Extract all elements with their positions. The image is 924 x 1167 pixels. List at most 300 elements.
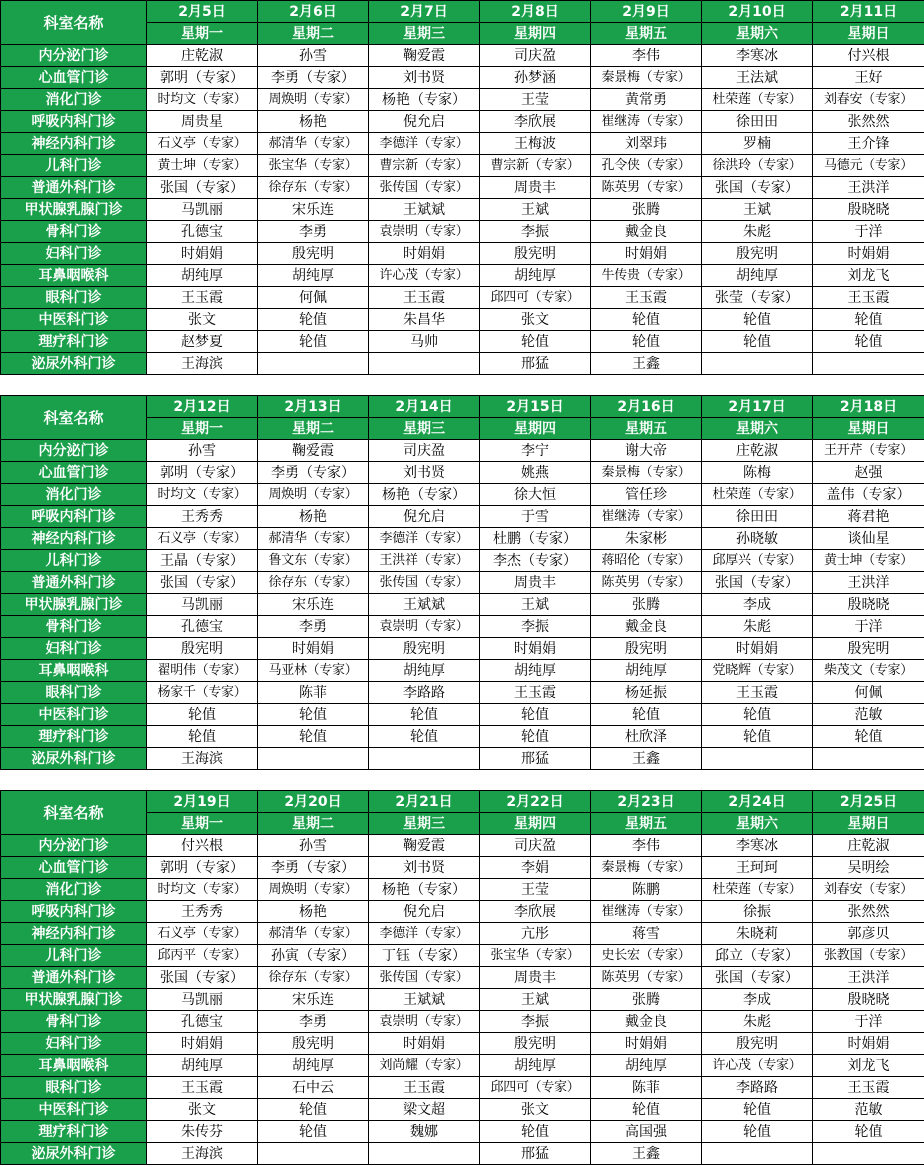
doctor-cell: 杨艳 (258, 111, 369, 133)
department-name: 理疗科门诊 (1, 726, 147, 748)
doctor-cell: 轮值 (480, 726, 591, 748)
doctor-cell: 史长宏（专家） (591, 945, 702, 967)
doctor-cell: 陈英男（专家） (591, 967, 702, 989)
weekday-header: 星期四 (480, 23, 591, 45)
doctor-cell: 周贵星 (147, 111, 258, 133)
table-row (1, 901, 924, 923)
weekday-header: 星期三 (369, 418, 480, 440)
doctor-cell: 邱四可（专家） (480, 287, 591, 309)
doctor-cell: 陈梅 (702, 462, 813, 484)
doctor-cell: 张文 (480, 1099, 591, 1121)
doctor-cell: 王玉霞 (147, 1077, 258, 1099)
doctor-cell: 刘龙飞 (813, 265, 924, 287)
doctor-cell: 轮值 (147, 726, 258, 748)
department-name: 妇科门诊 (1, 243, 147, 265)
doctor-cell: 黄常勇 (591, 89, 702, 111)
doctor-cell: 丁钰（专家） (369, 945, 480, 967)
department-name: 骨科门诊 (1, 616, 147, 638)
doctor-cell: 王鑫 (591, 353, 702, 375)
doctor-cell: 孙寅（专家） (258, 945, 369, 967)
doctor-cell: 李振 (480, 1011, 591, 1033)
doctor-cell: 邢猛 (480, 353, 591, 375)
doctor-cell: 王海滨 (147, 748, 258, 770)
doctor-cell: 孙晓敏 (702, 528, 813, 550)
department-name: 内分泌门诊 (1, 835, 147, 857)
department-name: 眼科门诊 (1, 682, 147, 704)
doctor-cell: 王莹 (480, 89, 591, 111)
doctor-cell: 许心茂（专家） (702, 1055, 813, 1077)
date-header: 2月10日 (702, 1, 813, 23)
table-row (1, 594, 924, 616)
doctor-cell: 时娟娟 (369, 243, 480, 265)
doctor-cell: 张文 (480, 309, 591, 331)
doctor-cell: 张国（专家） (702, 967, 813, 989)
doctor-cell: 姚燕 (480, 462, 591, 484)
table-row (1, 835, 924, 857)
table-row (1, 704, 924, 726)
department-name: 呼吸内科门诊 (1, 111, 147, 133)
doctor-cell: 胡纯厚 (480, 265, 591, 287)
doctor-cell: 蒋君艳 (813, 506, 924, 528)
doctor-cell: 崔继涛（专家） (591, 111, 702, 133)
doctor-cell: 杜荣莲（专家） (702, 484, 813, 506)
doctor-cell: 时娟娟 (813, 1033, 924, 1055)
doctor-cell: 王斌 (480, 199, 591, 221)
table-row (1, 265, 924, 287)
table-row (1, 945, 924, 967)
doctor-cell: 管任珍 (591, 484, 702, 506)
doctor-cell: 马凯丽 (147, 199, 258, 221)
doctor-cell: 轮值 (258, 309, 369, 331)
doctor-cell: 郝清华（专家） (258, 133, 369, 155)
doctor-cell: 翟明伟（专家） (147, 660, 258, 682)
doctor-cell: 殷宪明 (480, 243, 591, 265)
doctor-cell: 马帅 (369, 331, 480, 353)
department-name: 呼吸内科门诊 (1, 506, 147, 528)
doctor-cell: 周焕明（专家） (258, 484, 369, 506)
doctor-cell: 胡纯厚 (147, 1055, 258, 1077)
doctor-cell: 胡纯厚 (258, 265, 369, 287)
date-header: 2月8日 (480, 1, 591, 23)
doctor-cell: 王法斌 (702, 67, 813, 89)
doctor-cell: 陈鹏 (591, 879, 702, 901)
doctor-cell: 王洪祥（专家） (369, 550, 480, 572)
doctor-cell: 庄乾淑 (147, 45, 258, 67)
doctor-cell: 李勇（专家） (258, 67, 369, 89)
weekday-header: 星期五 (591, 418, 702, 440)
doctor-cell: 柴茂文（专家） (813, 660, 924, 682)
doctor-cell: 王海滨 (147, 353, 258, 375)
doctor-cell: 胡纯厚 (147, 265, 258, 287)
table-row (1, 243, 924, 265)
doctor-cell: 时娟娟 (480, 638, 591, 660)
department-column-header: 科室名称 (1, 1, 147, 45)
doctor-cell: 张文 (147, 1099, 258, 1121)
doctor-cell: 张国（专家） (702, 177, 813, 199)
doctor-cell: 袁崇明（专家） (369, 221, 480, 243)
doctor-cell: 胡纯厚 (258, 1055, 369, 1077)
doctor-cell: 时娟娟 (369, 1033, 480, 1055)
table-row (1, 638, 924, 660)
doctor-cell: 李勇 (258, 616, 369, 638)
date-header: 2月13日 (258, 396, 369, 418)
doctor-cell: 石义亭（专家） (147, 923, 258, 945)
doctor-cell: 周焕明（专家） (258, 879, 369, 901)
doctor-cell: 殷宪明 (702, 243, 813, 265)
table-row (1, 550, 924, 572)
doctor-cell: 倪允启 (369, 901, 480, 923)
department-name: 神经内科门诊 (1, 528, 147, 550)
doctor-cell: 秦景梅（专家） (591, 857, 702, 879)
doctor-cell: 时娟娟 (591, 243, 702, 265)
table-row (1, 111, 924, 133)
doctor-cell: 张腾 (591, 594, 702, 616)
doctor-cell: 杨家千（专家） (147, 682, 258, 704)
doctor-cell: 轮值 (147, 704, 258, 726)
doctor-cell (702, 1143, 813, 1165)
weekday-header: 星期六 (702, 813, 813, 835)
date-header: 2月19日 (147, 791, 258, 813)
doctor-cell: 庄乾淑 (702, 440, 813, 462)
table-row (1, 660, 924, 682)
doctor-cell: 倪允启 (369, 506, 480, 528)
doctor-cell: 杜荣莲（专家） (702, 879, 813, 901)
schedule-table-week-2 (0, 395, 924, 770)
doctor-cell: 鞠爱霞 (258, 440, 369, 462)
doctor-cell: 王秀秀 (147, 901, 258, 923)
doctor-cell: 轮值 (702, 1099, 813, 1121)
doctor-cell: 邢猛 (480, 1143, 591, 1165)
doctor-cell: 王秀秀 (147, 506, 258, 528)
doctor-cell: 周贵丰 (480, 177, 591, 199)
department-name: 消化门诊 (1, 879, 147, 901)
table-row (1, 353, 924, 375)
doctor-cell: 杨延振 (591, 682, 702, 704)
doctor-cell: 轮值 (591, 309, 702, 331)
doctor-cell: 轮值 (258, 1121, 369, 1143)
doctor-cell: 徐振 (702, 901, 813, 923)
department-name: 内分泌门诊 (1, 45, 147, 67)
doctor-cell: 轮值 (258, 1099, 369, 1121)
doctor-cell: 崔继涛（专家） (591, 901, 702, 923)
table-row (1, 1055, 924, 1077)
department-name: 耳鼻咽喉科 (1, 660, 147, 682)
doctor-cell: 殷宪明 (591, 638, 702, 660)
table-row (1, 199, 924, 221)
date-header-row (1, 1, 924, 23)
table-row (1, 484, 924, 506)
doctor-cell: 黄士坤（专家） (147, 155, 258, 177)
doctor-cell: 时均文（专家） (147, 484, 258, 506)
table-row (1, 1143, 924, 1165)
schedule-table-week-1 (0, 0, 924, 375)
doctor-cell: 杜欣泽 (591, 726, 702, 748)
date-header: 2月16日 (591, 396, 702, 418)
doctor-cell: 牛传贵（专家） (591, 265, 702, 287)
doctor-cell: 罗楠 (702, 133, 813, 155)
weekday-header: 星期二 (258, 813, 369, 835)
weekday-header: 星期日 (813, 23, 924, 45)
weekday-header: 星期一 (147, 813, 258, 835)
doctor-cell: 郭明（专家） (147, 67, 258, 89)
department-name: 儿科门诊 (1, 550, 147, 572)
weekday-header: 星期日 (813, 418, 924, 440)
department-name: 普通外科门诊 (1, 177, 147, 199)
doctor-cell: 时娟娟 (591, 1033, 702, 1055)
doctor-cell: 孙雪 (258, 835, 369, 857)
doctor-cell: 范敏 (813, 704, 924, 726)
doctor-cell: 张传国（专家） (369, 572, 480, 594)
department-name: 心血管门诊 (1, 462, 147, 484)
doctor-cell: 朱昌华 (369, 309, 480, 331)
weekday-header: 星期六 (702, 23, 813, 45)
doctor-cell: 孙雪 (258, 45, 369, 67)
doctor-cell: 王玉霞 (369, 287, 480, 309)
doctor-cell: 孔德宝 (147, 616, 258, 638)
doctor-cell: 王好 (813, 67, 924, 89)
doctor-cell: 李勇（专家） (258, 462, 369, 484)
department-column-header: 科室名称 (1, 396, 147, 440)
doctor-cell: 马凯丽 (147, 594, 258, 616)
doctor-cell: 轮值 (702, 726, 813, 748)
doctor-cell: 袁崇明（专家） (369, 616, 480, 638)
doctor-cell: 戴金良 (591, 616, 702, 638)
doctor-cell (813, 353, 924, 375)
doctor-cell: 李振 (480, 616, 591, 638)
date-header: 2月12日 (147, 396, 258, 418)
doctor-cell: 轮值 (369, 726, 480, 748)
doctor-cell: 轮值 (702, 309, 813, 331)
weekday-header: 星期四 (480, 418, 591, 440)
department-name: 呼吸内科门诊 (1, 901, 147, 923)
weekday-header: 星期三 (369, 23, 480, 45)
doctor-cell: 殷晓晓 (813, 594, 924, 616)
doctor-cell: 孔德宝 (147, 221, 258, 243)
weekday-header: 星期日 (813, 813, 924, 835)
doctor-cell: 宋乐连 (258, 989, 369, 1011)
table-row (1, 726, 924, 748)
doctor-cell: 许心茂（专家） (369, 265, 480, 287)
table-row (1, 177, 924, 199)
doctor-cell: 李路路 (702, 1077, 813, 1099)
doctor-cell: 张宝华（专家） (258, 155, 369, 177)
table-row (1, 1077, 924, 1099)
doctor-cell: 李伟 (591, 45, 702, 67)
doctor-cell: 轮值 (591, 704, 702, 726)
doctor-cell: 李勇 (258, 221, 369, 243)
department-name: 妇科门诊 (1, 1033, 147, 1055)
doctor-cell: 孔德宝 (147, 1011, 258, 1033)
doctor-cell: 殷晓晓 (813, 989, 924, 1011)
doctor-cell: 戴金良 (591, 1011, 702, 1033)
weekday-header: 星期四 (480, 813, 591, 835)
department-name: 甲状腺乳腺门诊 (1, 989, 147, 1011)
doctor-cell: 何佩 (813, 682, 924, 704)
table-row (1, 923, 924, 945)
doctor-cell: 刘龙飞 (813, 1055, 924, 1077)
doctor-cell: 刘尚耀（专家） (369, 1055, 480, 1077)
doctor-cell: 马德元（专家） (813, 155, 924, 177)
doctor-cell: 轮值 (480, 704, 591, 726)
doctor-cell (702, 353, 813, 375)
doctor-cell: 石中云 (258, 1077, 369, 1099)
date-header: 2月24日 (702, 791, 813, 813)
department-name: 中医科门诊 (1, 1099, 147, 1121)
weekday-header: 星期二 (258, 418, 369, 440)
doctor-cell: 张国（专家） (147, 177, 258, 199)
doctor-cell: 杜鹏（专家） (480, 528, 591, 550)
doctor-cell: 殷宪明 (480, 1033, 591, 1055)
doctor-cell: 张莹（专家） (702, 287, 813, 309)
doctor-cell: 庄乾淑 (813, 835, 924, 857)
weekday-header: 星期五 (591, 813, 702, 835)
doctor-cell: 时娟娟 (147, 243, 258, 265)
table-row (1, 221, 924, 243)
table-row (1, 67, 924, 89)
department-name: 泌尿外科门诊 (1, 748, 147, 770)
table-row (1, 682, 924, 704)
doctor-cell: 王介锋 (813, 133, 924, 155)
doctor-cell: 曹宗新（专家） (480, 155, 591, 177)
doctor-cell: 殷宪明 (258, 1033, 369, 1055)
department-name: 骨科门诊 (1, 1011, 147, 1033)
doctor-cell: 轮值 (480, 1121, 591, 1143)
table-row (1, 331, 924, 353)
table-row (1, 89, 924, 111)
department-name: 内分泌门诊 (1, 440, 147, 462)
doctor-cell: 陈菲 (591, 1077, 702, 1099)
weekday-header: 星期一 (147, 418, 258, 440)
doctor-cell: 徐存东（专家） (258, 177, 369, 199)
doctor-cell: 王玉霞 (813, 287, 924, 309)
doctor-cell: 邱立（专家） (702, 945, 813, 967)
department-name: 骨科门诊 (1, 221, 147, 243)
department-name: 消化门诊 (1, 484, 147, 506)
doctor-cell: 马凯丽 (147, 989, 258, 1011)
doctor-cell: 杜荣莲（专家） (702, 89, 813, 111)
doctor-cell: 鞠爱霞 (369, 835, 480, 857)
doctor-cell: 党晓辉（专家） (702, 660, 813, 682)
doctor-cell: 鞠爱霞 (369, 45, 480, 67)
doctor-cell: 轮值 (702, 1121, 813, 1143)
doctor-cell (258, 1143, 369, 1165)
doctor-cell: 何佩 (258, 287, 369, 309)
date-header: 2月5日 (147, 1, 258, 23)
doctor-cell: 王玉霞 (591, 287, 702, 309)
doctor-cell: 张腾 (591, 989, 702, 1011)
doctor-cell: 石义亭（专家） (147, 528, 258, 550)
doctor-cell: 邱四可（专家） (480, 1077, 591, 1099)
date-header: 2月17日 (702, 396, 813, 418)
doctor-cell: 袁崇明（专家） (369, 1011, 480, 1033)
doctor-cell: 王晶（专家） (147, 550, 258, 572)
doctor-cell: 王洪洋 (813, 572, 924, 594)
doctor-cell (258, 748, 369, 770)
table-row (1, 506, 924, 528)
doctor-cell (702, 748, 813, 770)
doctor-cell: 于洋 (813, 1011, 924, 1033)
doctor-cell: 王斌 (480, 594, 591, 616)
doctor-cell: 李寒冰 (702, 835, 813, 857)
table-row (1, 462, 924, 484)
doctor-cell: 王鑫 (591, 1143, 702, 1165)
doctor-cell: 于洋 (813, 221, 924, 243)
doctor-cell: 亢彤 (480, 923, 591, 945)
doctor-cell: 宋乐连 (258, 199, 369, 221)
doctor-cell: 张然然 (813, 901, 924, 923)
table-row (1, 287, 924, 309)
doctor-cell: 孙梦涵 (480, 67, 591, 89)
doctor-cell: 戴金良 (591, 221, 702, 243)
doctor-cell (813, 748, 924, 770)
doctor-cell: 王洪洋 (813, 967, 924, 989)
doctor-cell: 胡纯厚 (480, 1055, 591, 1077)
doctor-cell: 张宝华（专家） (480, 945, 591, 967)
doctor-cell: 轮值 (480, 331, 591, 353)
doctor-cell: 王梅波 (480, 133, 591, 155)
date-header: 2月21日 (369, 791, 480, 813)
doctor-cell: 司庆盈 (480, 45, 591, 67)
doctor-cell: 朱彪 (702, 221, 813, 243)
doctor-cell: 胡纯厚 (591, 1055, 702, 1077)
doctor-cell: 殷宪明 (702, 1033, 813, 1055)
doctor-cell: 殷宪明 (369, 638, 480, 660)
table-row (1, 1121, 924, 1143)
weekday-header: 星期五 (591, 23, 702, 45)
table-row (1, 748, 924, 770)
doctor-cell: 刘书贤 (369, 462, 480, 484)
table-row (1, 440, 924, 462)
doctor-cell: 李德洋（专家） (369, 528, 480, 550)
department-name: 中医科门诊 (1, 704, 147, 726)
doctor-cell: 轮值 (702, 331, 813, 353)
schedule-table-week-3 (0, 790, 924, 1165)
doctor-cell: 李宁 (480, 440, 591, 462)
doctor-cell: 李勇（专家） (258, 857, 369, 879)
doctor-cell: 李勇 (258, 1011, 369, 1033)
date-header-row (1, 791, 924, 813)
doctor-cell: 张传国（专家） (369, 967, 480, 989)
doctor-cell: 王玉霞 (369, 1077, 480, 1099)
doctor-cell: 马亚林（专家） (258, 660, 369, 682)
doctor-cell: 王鑫 (591, 748, 702, 770)
doctor-cell: 邱丙平（专家） (147, 945, 258, 967)
doctor-cell: 杨艳（专家） (369, 484, 480, 506)
table-row (1, 879, 924, 901)
department-name: 甲状腺乳腺门诊 (1, 199, 147, 221)
doctor-cell: 李成 (702, 594, 813, 616)
department-column-header: 科室名称 (1, 791, 147, 835)
doctor-cell: 赵强 (813, 462, 924, 484)
doctor-cell: 李寒冰 (702, 45, 813, 67)
doctor-cell: 王玉霞 (702, 682, 813, 704)
doctor-cell: 徐田田 (702, 506, 813, 528)
doctor-cell: 谈仙星 (813, 528, 924, 550)
doctor-cell: 陈菲 (258, 682, 369, 704)
department-name: 甲状腺乳腺门诊 (1, 594, 147, 616)
date-header: 2月11日 (813, 1, 924, 23)
weekday-header: 星期一 (147, 23, 258, 45)
table-row (1, 1099, 924, 1121)
doctor-cell: 轮值 (702, 704, 813, 726)
department-name: 神经内科门诊 (1, 923, 147, 945)
doctor-cell: 魏娜 (369, 1121, 480, 1143)
doctor-cell: 石义亭（专家） (147, 133, 258, 155)
doctor-cell: 宋乐连 (258, 594, 369, 616)
doctor-cell: 胡纯厚 (591, 660, 702, 682)
doctor-cell: 张国（专家） (147, 572, 258, 594)
doctor-cell: 黄士坤（专家） (813, 550, 924, 572)
